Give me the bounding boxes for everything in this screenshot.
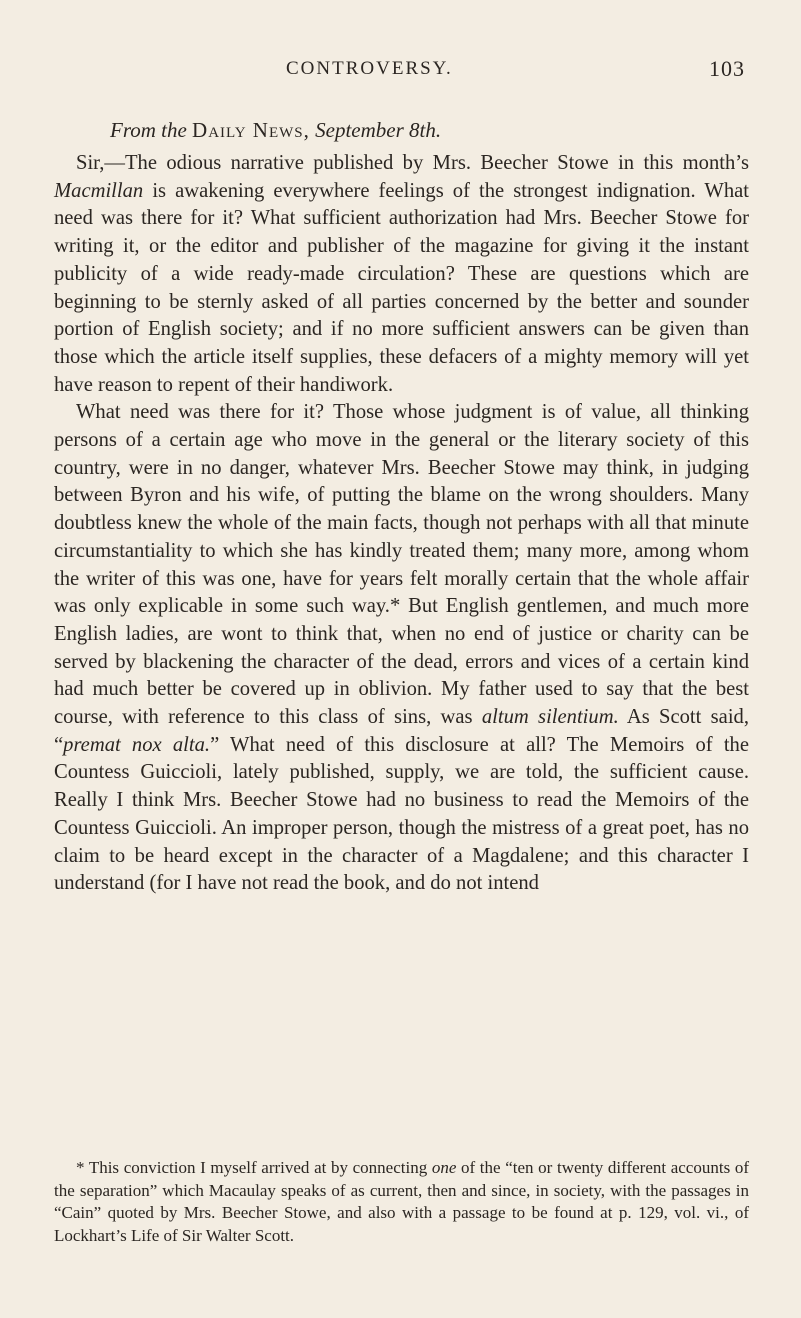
paragraph — [54, 150, 749, 399]
italic-text: Macmillan — [54, 179, 144, 202]
footnote — [54, 1157, 749, 1247]
source-heading-from: From the — [110, 118, 187, 142]
source-heading — [110, 116, 749, 144]
text-run: * This conviction I myself arrived at by connecting — [76, 1158, 432, 1177]
footnote-text — [54, 1157, 749, 1247]
running-head-title: CONTROVERSY. — [286, 58, 453, 79]
text-run: ” What need of this disclosure at all? The Memoirs of the Countess Guiccioli, lately published, supply, we are told, the sufficient cause. Really I think Mrs. Beecher Stowe had no business to read the Memoirs of the Countess Guiccioli. An improper person, though the mistress of a great poet, has no claim to be heard except in the character of a Magdalene; and this character I understand (for I have not read the book, and do not intend — [54, 733, 749, 895]
source-heading-paper: Daily News, — [192, 118, 310, 142]
italic-text: premat nox alta. — [63, 733, 211, 756]
body-text — [54, 150, 749, 898]
source-heading-date: September 8th. — [315, 118, 442, 142]
text-run: Sir,—The odious narrative published by Mrs. Beecher Stowe in this month’s — [76, 152, 749, 174]
text-run: As Scott said, “ — [54, 706, 749, 756]
text-run: What need was there for it? Those whose judgment is of value, all thinking persons of a certain age who move in the general or the literary society of this country, were in no danger, whatever Mrs. Beecher Stowe may think, in judging between Byron and his wife, of putting the blame on the wrong shoulders. Many doubtless knew the whole of the main facts, though not perhaps with all that minute circumstantiality to which she has kindly treated them; many more, among whom the writer of this was one, have for years felt morally certain that the whole affair was only explicable in some such way.* But English gentlemen, and much more English ladies, are wont to think that, when no end of justice or charity can be served by blackening the character of the dead, errors and vices of a certain kind had much better be covered up in oblivion. My father used to say that the best course, with reference to this class of sins, was — [54, 401, 749, 729]
text-run: of the “ten or twenty different accounts of the separation” which Macaulay speaks of as current, then and since, in society, with the passages in “Cain” quoted by Mrs. Beecher Stowe, and also with a passage to be found at p. 129, vol. vi., of Lockhart’s Life of Sir Walter Scott. — [54, 1158, 749, 1245]
italic-text: altum silentium. — [481, 706, 619, 729]
italic-text: one — [431, 1158, 457, 1177]
running-head — [54, 58, 749, 88]
page-number: 103 — [709, 56, 745, 81]
paragraph — [54, 399, 749, 898]
text-run: is awakening everywhere feelings of the strongest indignation. What need was there for it? What sufficient authorization had Mrs. Beecher Stowe for writing it, or the editor and publisher of the magazine for giving it the instant publicity of a wide ready-made circulation? These are questions which are beginning to be sternly asked of all parties concerned by the better and sounder portion of English society; and if no more sufficient answers can be given than those which the article itself supplies, these defacers of a mighty memory will yet have reason to repent of their handiwork. — [54, 179, 749, 396]
